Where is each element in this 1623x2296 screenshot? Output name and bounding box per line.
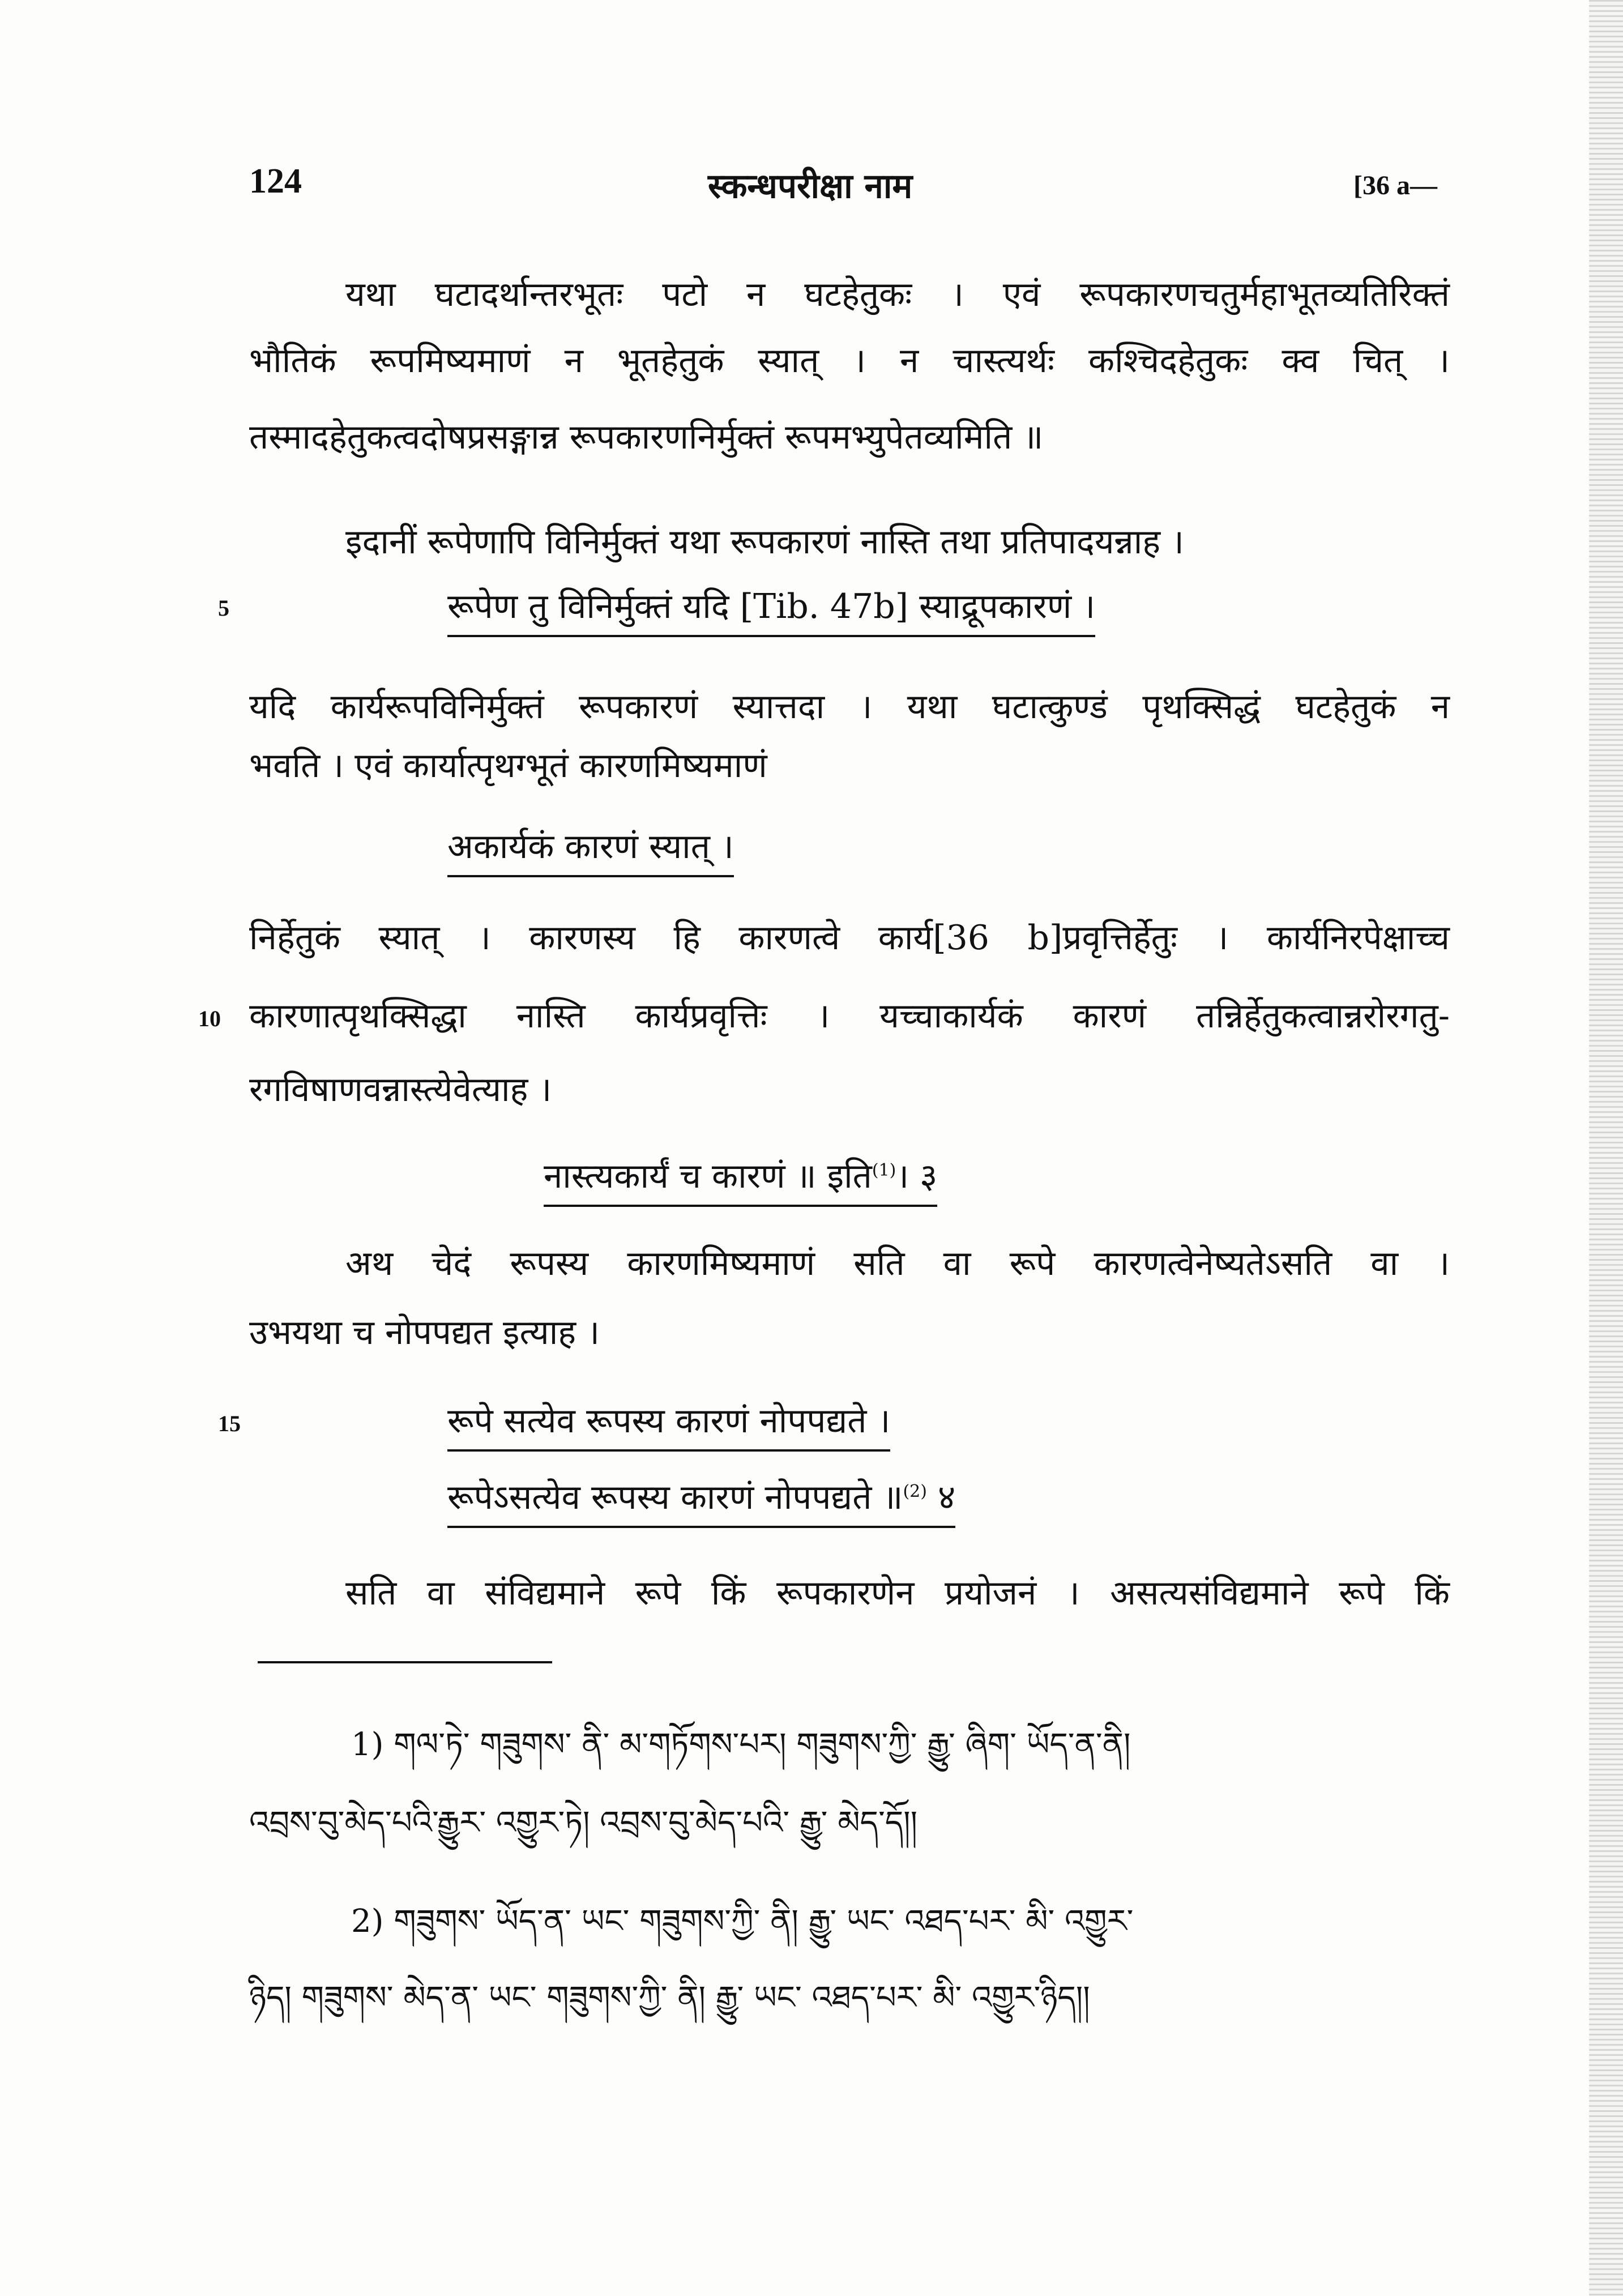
text-line: रगविषाणवन्नास्त्येवेत्याह । (249, 1070, 552, 1109)
running-title: स्कन्धपरीक्षा नाम (708, 167, 913, 206)
verse-number: । ३ (896, 1156, 938, 1196)
line-number: 10 (198, 1006, 221, 1031)
footnote-2-cont: ཉིད། གཟུགས་ མེད་ན་ ཡང་ གཟུགས་ཀྱི་ ནི། རྒྱུ་ ཡང་ འཐད་པར་ མི་ འགྱུར་ཉིད།། (249, 1979, 1090, 2016)
verse-number: ४ (938, 1478, 956, 1517)
text-line: भवति । एवं कार्यात्पृथग्भूतं कारणमिष्यमाणं (249, 746, 767, 786)
verse-text: रूपेऽसत्येव रूपस्य कारणं नोपपद्यते ॥ (447, 1478, 903, 1517)
footnote-divider (258, 1661, 552, 1663)
verse-text: नास्त्यकार्यं च कारणं ॥ इति (544, 1156, 872, 1196)
verse: रूपेण तु विनिर्मुक्तं यदि [Tib. 47b] स्याद्रूपकारणं । (447, 584, 1095, 637)
text-line: निर्हेतुकं स्यात् । कारणस्य हि कारणत्वे कार्य[36 b]प्रवृत्तिर्हेतुः । कार्यनिरपेक्षाच्च (249, 918, 1450, 958)
footnote-marker[interactable]: (2) (903, 1482, 927, 1501)
footnote-1-cont: འབྲས་བུ་མེད་པའི་རྒྱུར་ འགྱུར་ཏེ། འབྲས་བུ་མེད་པའི་ རྒྱུ་ མེད་དོ།། (249, 1804, 918, 1841)
text-line: उभयथा च नोपपद्यत इत्याह । (249, 1313, 600, 1352)
verse (447, 1469, 955, 1528)
text-line: इदानीं रूपेणापि विनिर्मुक्तं यथा रूपकारणं नास्ति तथा प्रतिपादयन्नाह । (345, 522, 1184, 562)
footnote-2: 2) གཟུགས་ ཡོད་ན་ ཡང་ གཟུགས་ཀྱི་ ནི། རྒྱུ་ ཡང་ འཐད་པར་ མི་ འགྱུར་ (351, 1903, 1134, 1940)
footnote-1: 1) གལ་ཏེ་ གཟུགས་ ནི་ མ་གཏོགས་པར། གཟུགས་ཀྱི་ རྒྱུ་ ཞིག་ ཡོད་ན་ནི། (351, 1726, 1131, 1763)
text-line: यदि कार्यरूपविनिर्मुक्तं रूपकारणं स्यात्तदा । यथा घटात्कुण्डं पृथक्सिद्धं घटहेतुकं न (249, 687, 1450, 727)
footnote-marker[interactable]: (1) (872, 1160, 896, 1180)
text-line: सति वा संविद्यमाने रूपे किं रूपकारणेन प्रयोजनं । असत्यसंविद्यमाने रूपे किं (345, 1573, 1450, 1613)
scan-edge (1589, 0, 1623, 2296)
line-number: 15 (218, 1411, 241, 1436)
line-number: 5 (218, 595, 229, 621)
text-line: भौतिकं रूपमिष्यमाणं न भूतहेतुकं स्यात् । न चास्त्यर्थः कश्चिदहेतुकः क्व चित् । (249, 341, 1450, 381)
text-line: कारणात्पृथक्सिद्धा नास्ति कार्यप्रवृत्तिः । यच्चाकार्यकं कारणं तन्निर्हेतुकत्वान्नरोरगतु- (249, 996, 1450, 1036)
page-number: 124 (249, 162, 302, 200)
text-line: तस्मादहेतुकत्वदोषप्रसङ्गान्न रूपकारणनिर्मुक्तं रूपमभ्युपेतव्यमिति ॥ (249, 417, 1044, 457)
verse (544, 1148, 937, 1207)
folio-reference: [36 a— (1353, 170, 1437, 200)
text-line: यथा घटादर्थान्तरभूतः पटो न घटहेतुकः । एवं रूपकारणचतुर्महाभूतव्यतिरिक्तं (345, 275, 1450, 314)
verse: रूपे सत्येव रूपस्य कारणं नोपपद्यते । (447, 1398, 890, 1452)
verse: अकार्यकं कारणं स्यात् । (447, 824, 734, 877)
text-line: अथ चेदं रूपस्य कारणमिष्यमाणं सति वा रूपे कारणत्वेनेष्यतेऽसति वा । (345, 1244, 1450, 1283)
